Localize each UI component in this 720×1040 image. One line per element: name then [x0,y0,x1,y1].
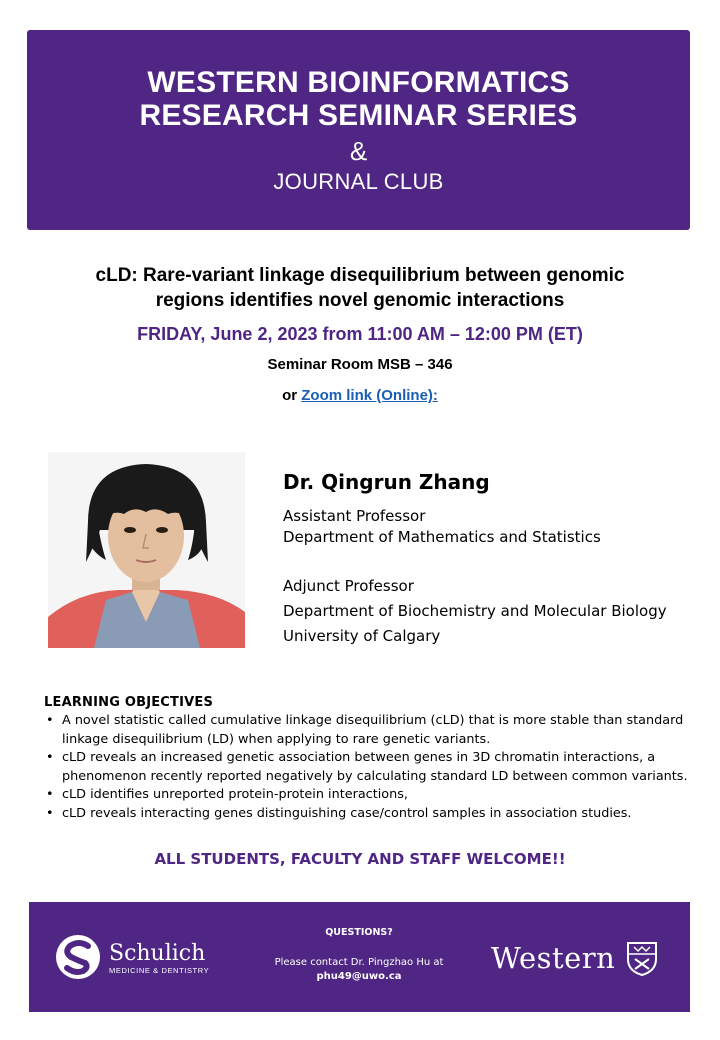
objectives-list [44,712,704,823]
questions-heading: QUESTIONS? [325,927,393,938]
schulich-s-icon [55,934,103,980]
western-wordmark: Western [491,941,616,975]
zoom-line [20,386,700,406]
series-title-line2: RESEARCH SEMINAR SERIES [139,99,578,132]
schulich-subtitle: MEDICINE & DENTISTRY [109,966,210,975]
speaker-title-adjunct: Adjunct Professor [283,577,414,595]
series-ampersand: & [349,136,368,166]
talk-title-line1: cLD: Rare-variant linkage disequilibrium between genomic [95,265,625,286]
questions-block [259,926,459,984]
speaker-portrait-image [48,452,245,648]
speaker-department-primary: Department of Mathematics and Statistics [283,528,601,546]
speaker-name: Dr. Qingrun Zhang [283,470,490,494]
speaker-department-adjunct: Department of Biochemistry and Molecular Biology [283,602,667,620]
event-date: FRIDAY, June 2, 2023 from 11:00 AM – 12:00 PM (ET) [137,324,583,344]
western-logo [491,938,671,978]
speaker-info [283,468,667,647]
learning-objectives [44,694,704,823]
speaker-university: University of Calgary [283,627,441,645]
journal-club-label: JOURNAL CLUB [273,169,444,194]
schulich-name: Schulich [109,941,206,966]
speaker-photo [48,452,245,648]
zoom-link[interactable]: Zoom link (Online): [301,387,438,404]
speaker-title-primary: Assistant Professor [283,507,426,525]
header-banner [27,30,690,230]
event-room: Seminar Room MSB – 346 [267,356,453,373]
objective-item: • cLD reveals an increased genetic association between genes in 3D chromatin interactions, a phenomenon recently reported negatively by calculating standard LD between common variants. [44,749,704,786]
talk-title-line2: regions identifies novel genomic interactions [155,290,565,311]
zoom-prefix: or [282,387,302,404]
welcome-message: ALL STUDENTS, FACULTY AND STAFF WELCOME!! [154,850,566,868]
series-title-line1: WESTERN BIOINFORMATICS [147,66,570,99]
objectives-heading: LEARNING OBJECTIVES [44,695,214,710]
schulich-wordmark [109,942,209,976]
contact-line: Please contact Dr. Pingzhao Hu at [274,957,444,968]
objective-item: • cLD reveals interacting genes distinguishing case/control samples in association studies. [44,805,704,824]
footer-banner [29,902,690,1012]
schulich-logo [55,934,215,980]
objective-item: • A novel statistic called cumulative linkage disequilibrium (cLD) that is more stable than standard linkage disequilibrium (LD) when applying to rare genetic variants. [44,712,704,749]
contact-email[interactable]: phu49@uwo.ca [316,971,402,982]
objective-item: • cLD identifies unreported protein-protein interactions, [44,786,704,805]
western-crest-icon [626,941,658,977]
